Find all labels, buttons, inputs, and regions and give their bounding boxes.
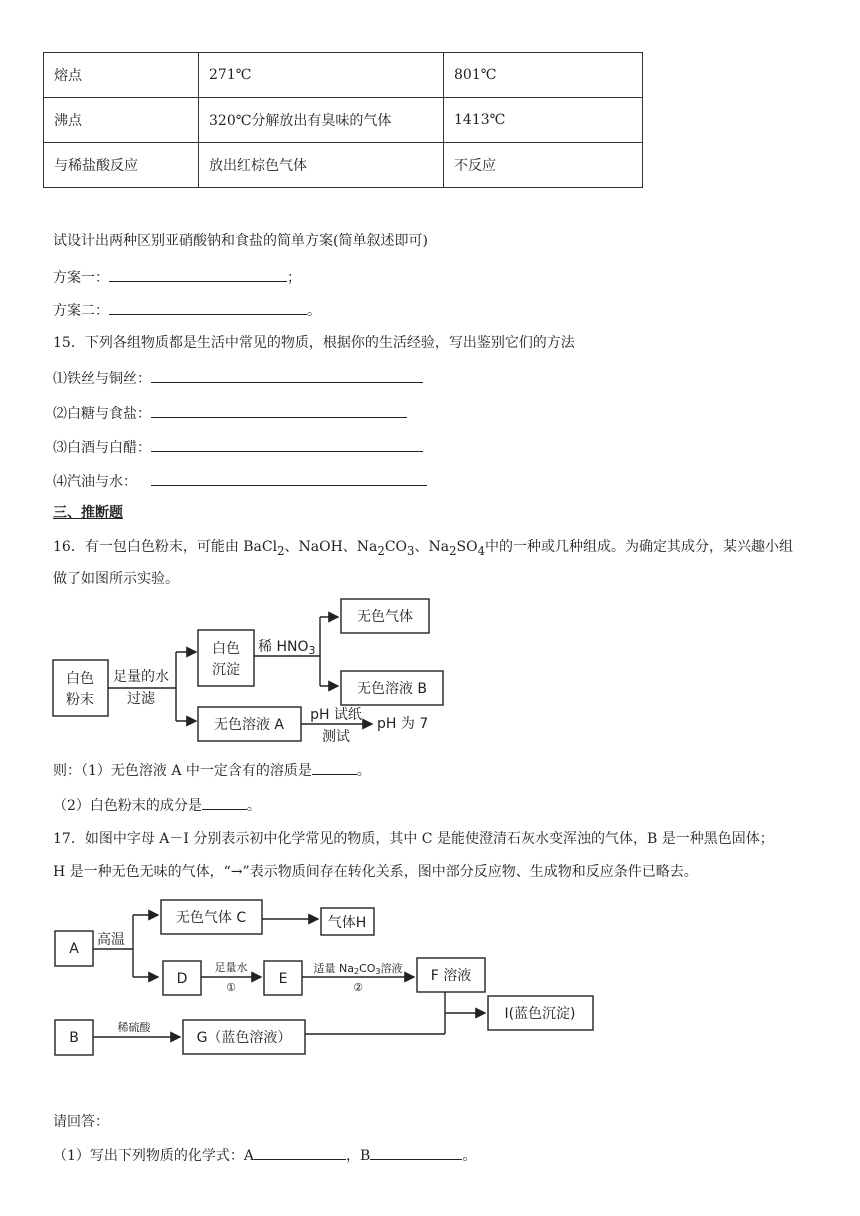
- node-f-label: F 溶液: [430, 968, 472, 984]
- node-i-label: I(蓝色沉淀): [504, 1006, 576, 1022]
- q15-item-label: ⑷汽油与水：: [53, 474, 137, 490]
- q17-sub1: [53, 1145, 476, 1166]
- plan1-label: 方案一：: [53, 270, 109, 286]
- table-cell: 不反应: [444, 143, 643, 188]
- table-cell: 放出红棕色气体: [199, 143, 444, 188]
- subscript: 3: [375, 967, 381, 976]
- table-cell: 沸点: [44, 98, 199, 143]
- subscript: 2: [277, 543, 285, 558]
- gas-label: 无色气体: [357, 609, 413, 625]
- q16-stem-line2: 做了如图所示实验。: [53, 571, 179, 587]
- plan1-end: ；: [287, 270, 301, 286]
- q15-item-label: ⑴铁丝与铜丝：: [53, 371, 151, 387]
- node-a-label: A: [69, 941, 79, 957]
- answer-blank[interactable]: [254, 1145, 346, 1160]
- precipitate-label: 白色: [212, 641, 240, 657]
- result-label: pH 为 7: [377, 716, 429, 732]
- q17-answer-prompt: 请回答：: [53, 1114, 109, 1130]
- section-heading: 三、推断题: [53, 505, 123, 521]
- q17-sub1-end: 。: [462, 1148, 477, 1164]
- acid-subscript: 3: [308, 644, 316, 657]
- node-d-label: D: [176, 971, 188, 987]
- answer-blank[interactable]: [370, 1145, 462, 1160]
- table-cell: 熔点: [44, 53, 199, 98]
- step-label: 过滤: [127, 691, 155, 707]
- solution-b-label: 无色溶液 B: [356, 681, 428, 697]
- table-cell: 与稀盐酸反应: [44, 143, 199, 188]
- q15-item-label: ⑵白糖与食盐：: [53, 406, 151, 422]
- q17-stem-line1: 17．如图中字母 A－I 分别表示初中化学常见的物质，其中 C 是能使澄清石灰水变浑浊的气体，B 是一种黑色固体；: [53, 831, 774, 847]
- text: 中的一种或几种组成。为确定其成分，某兴趣小组: [484, 539, 793, 555]
- subscript: 2: [449, 543, 457, 558]
- powder-label: 白色: [66, 671, 94, 687]
- powder-label: 粉末: [66, 692, 94, 708]
- q17-stem-line2: H 是一种无色无味的气体，“→”表示物质间存在转化关系，图中部分反应物、生成物和反应条件已略去。: [53, 864, 698, 880]
- text: SO: [456, 539, 478, 555]
- subscript: 2: [353, 967, 360, 976]
- q16-sub2-end: 。: [246, 798, 261, 814]
- solution-a-label: 无色溶液 A: [213, 717, 285, 733]
- node-b-label: B: [69, 1030, 79, 1046]
- step2-marker: ②: [353, 981, 363, 994]
- subscript: 4: [477, 543, 485, 558]
- na2co3-text: 适量 Na: [313, 962, 354, 975]
- text: 16．有一包白色粉末，可能由 BaCl: [53, 539, 278, 555]
- table-cell: 801℃: [444, 53, 643, 98]
- q16-sub2-text: （2）白色粉末的成分是: [53, 798, 202, 814]
- test-label: 测试: [322, 729, 350, 745]
- node-h-label: 气体H: [327, 915, 367, 931]
- table-cell: 320℃分解放出有臭味的气体: [199, 98, 444, 143]
- node-e-label: E: [278, 971, 288, 987]
- text: 、NaOH、Na: [284, 539, 378, 555]
- step1-marker: ①: [226, 981, 236, 994]
- text: CO: [384, 539, 408, 555]
- test-label: pH 试纸: [310, 707, 362, 723]
- q17-sub1-mid: ，B: [346, 1148, 371, 1164]
- acid-label: 稀硫酸: [117, 1021, 151, 1034]
- water-label: 足量水: [214, 961, 248, 974]
- table-cell: 1413℃: [444, 98, 643, 143]
- q16-sub1-text: 则：（1）无色溶液 A 中一定含有的溶质是: [53, 763, 312, 779]
- node-c-label: 无色气体 C: [175, 910, 247, 926]
- node-g-label: G（蓝色溶液）: [196, 1030, 292, 1046]
- q15-stem: 15．下列各组物质都是生活中常见的物质，根据你的生活经验，写出鉴别它们的方法: [53, 335, 575, 351]
- na2co3-label: [314, 961, 403, 976]
- table-cell: 271℃: [199, 53, 444, 98]
- q17-sub1-text: （1）写出下列物质的化学式：A: [53, 1148, 255, 1164]
- q14-prompt: 试设计出两种区别亚硝酸钠和食盐的简单方案(简单叙述即可): [53, 233, 428, 249]
- subscript: 2: [377, 543, 385, 558]
- plan2-end: 。: [307, 303, 321, 319]
- plan2-label: 方案二：: [53, 303, 109, 319]
- subscript: 3: [407, 543, 415, 558]
- acid-text: 稀 HNO: [258, 639, 309, 655]
- high-temp-label: 高温: [97, 932, 125, 948]
- na2co3-text: 溶液: [380, 962, 403, 975]
- na2co3-text: CO: [359, 962, 376, 975]
- text: 、Na: [414, 539, 450, 555]
- q15-item-label: ⑶白酒与白醋：: [53, 440, 151, 456]
- q16-sub1-end: 。: [356, 763, 371, 779]
- precipitate-label: 沉淀: [212, 662, 240, 678]
- step-label: 足量的水: [113, 669, 169, 685]
